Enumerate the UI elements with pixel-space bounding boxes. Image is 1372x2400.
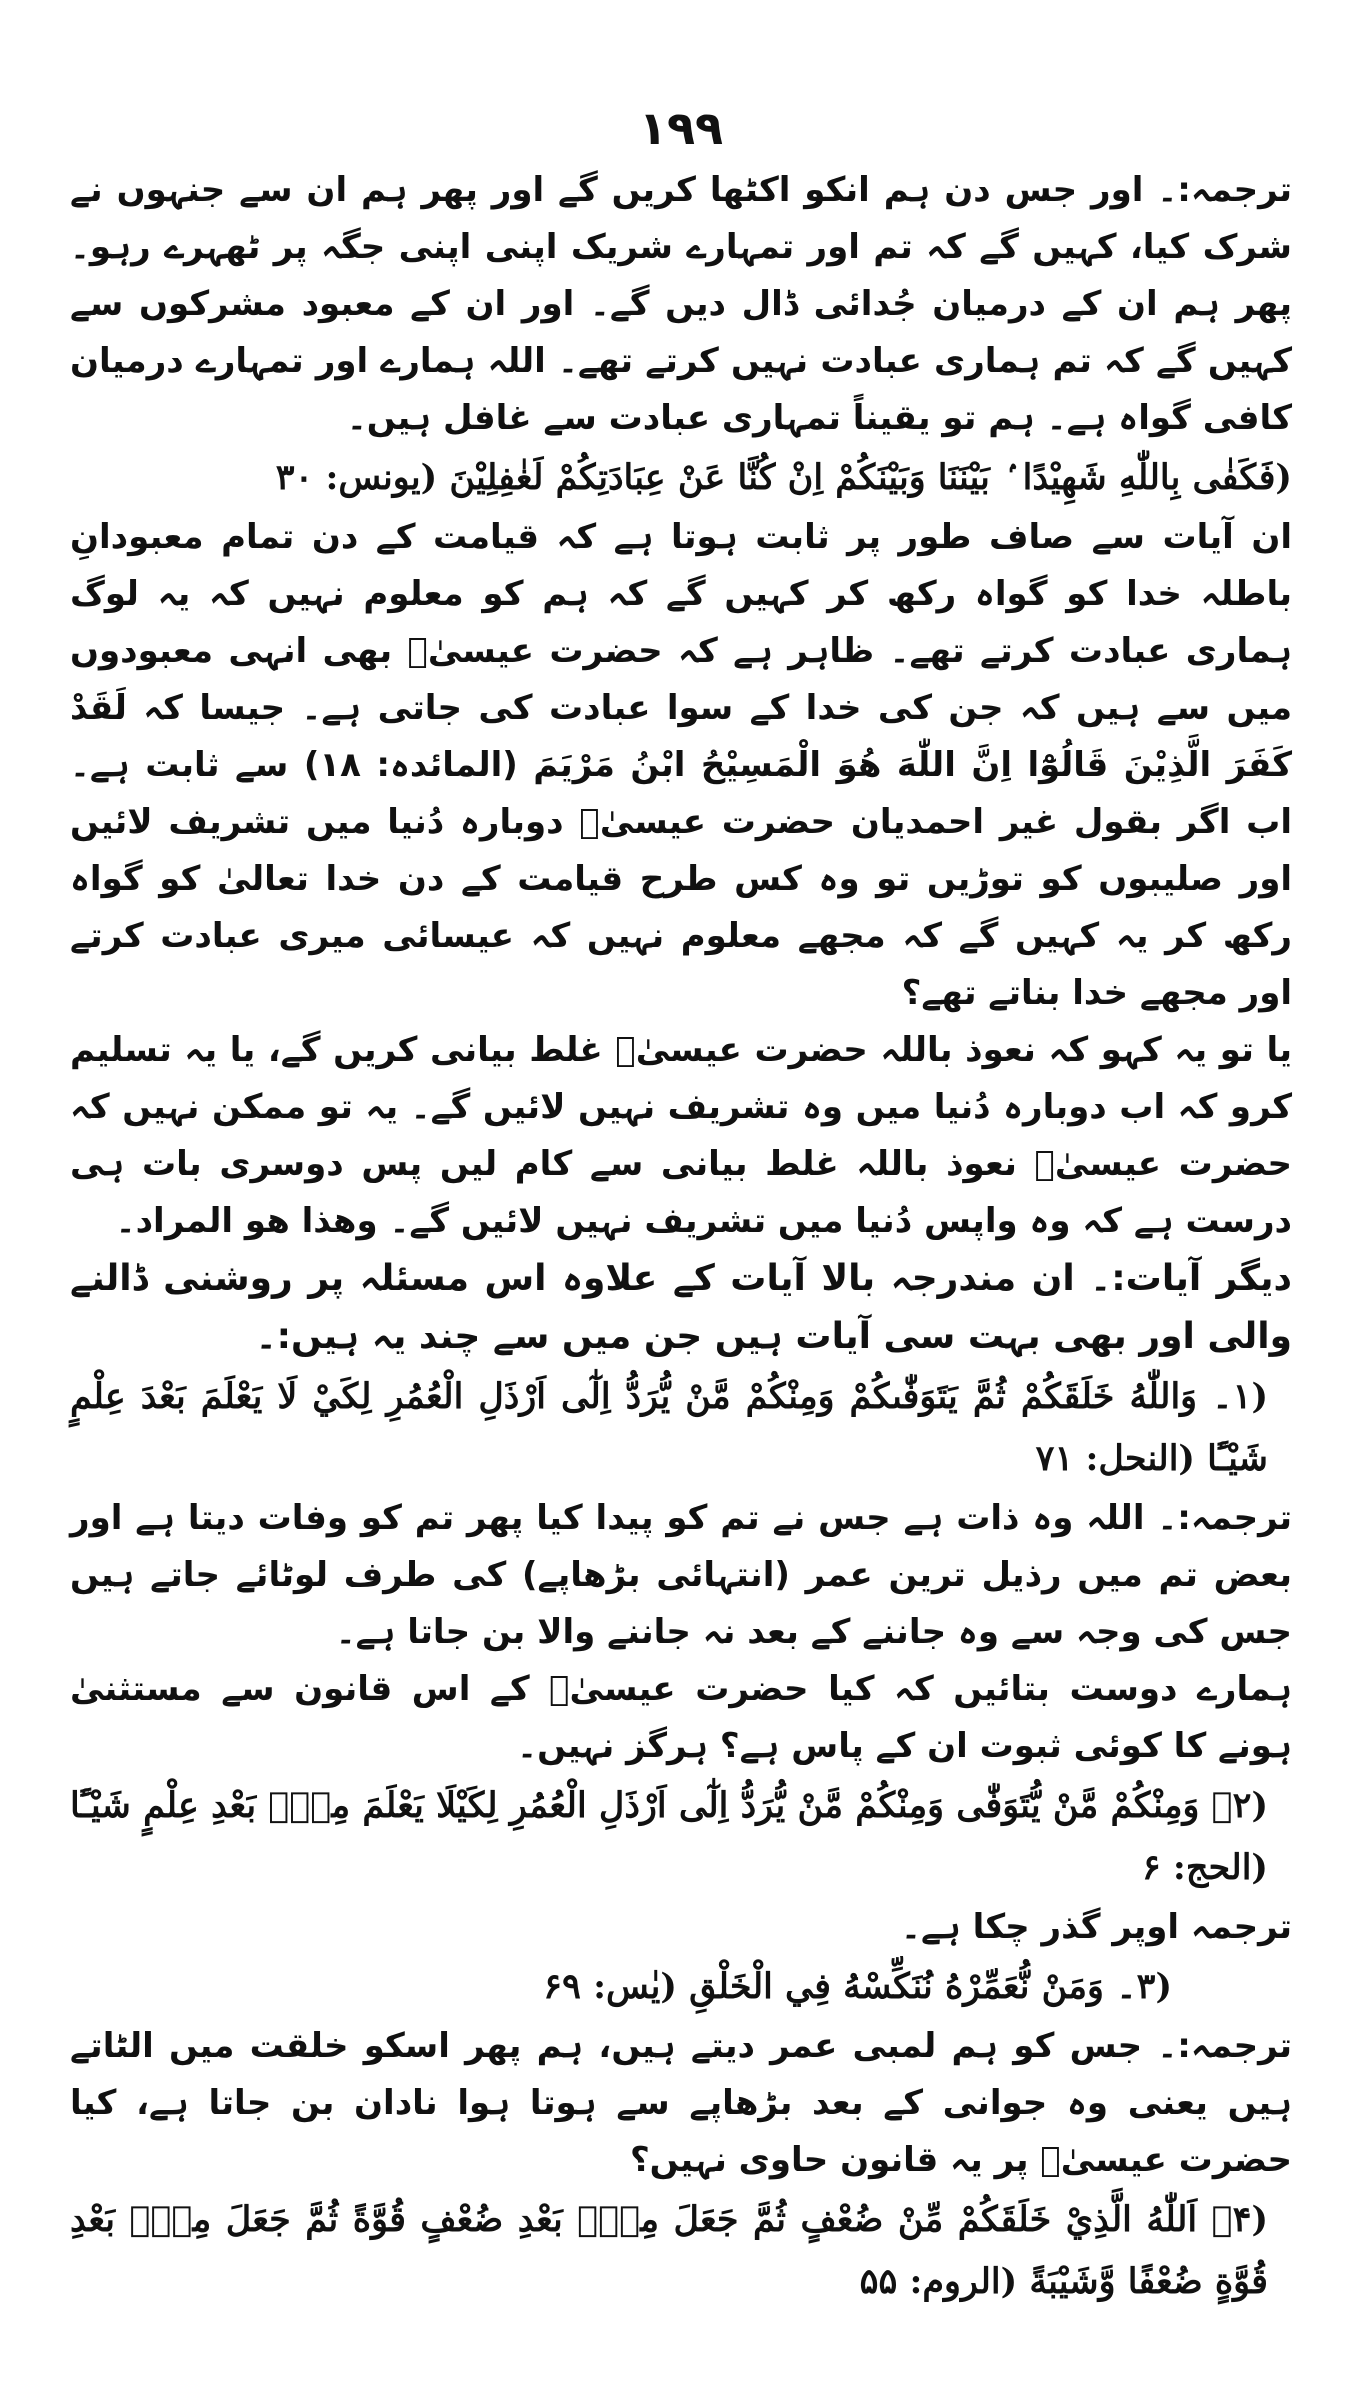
quran-verse-nahl: (۱۔ وَاللّٰهُ خَلَقَكُمْ ثُمَّ يَتَوَفّٰىكُمْ وَمِنْكُمْ مَّنْ يُّرَدُّ اِلٰٓى اَرْذَلِ الْعُمُرِ لِكَيْ لَا يَعْلَمَ بَعْدَ عِلْمٍ شَيْـًٔا (النحل: ۷۱ <box>70 1376 1268 1479</box>
translation-paragraph: ترجمہ:۔ اور جس دن ہم انکو اکٹھا کریں گے اور پھر ہم ان سے جنہوں نے شرک کیا، کہیں گے کہ تم اور تمہارے شریک اپنی اپنی جگہ پر ٹھہرے رہو۔ پھر ہم ان کے درمیان جُدائی ڈال دیں گے۔ اور ان کے معبود مشرکوں سے کہیں گے کہ تم ہماری عبادت نہیں کرتے تھے۔ اللہ ہمارے اور تمہارے درمیان کافی گواہ ہے۔ ہم تو یقیناً تمہاری عبادت سے غافل ہیں۔ <box>70 170 1292 438</box>
argument-paragraph: ان آیات سے صاف طور پر ثابت ہوتا ہے کہ قیامت کے دن تمام معبودانِ باطلہ خدا کو گواہ رکھ کر کہیں گے کہ ہم کو معلوم نہیں کہ یہ لوگ ہماری عبادت کرتے تھے۔ ظاہر ہے کہ حضرت عیسیٰؑ بھی انہی معبودوں میں سے ہیں کہ جن کی خدا کے سوا عبادت کی جاتی ہے۔ جیسا کہ لَقَدْ كَفَرَ الَّذِيْنَ قَالُوْٓا اِنَّ اللّٰهَ هُوَ الْمَسِيْحُ ابْنُ مَرْيَمَ (المائدہ: ۱۸) سے ثابت ہے۔ اب اگر بقول غیر احمدیان حضرت عیسیٰؑ دوبارہ دُنیا میں تشریف لائیں اور صلیبوں کو توڑیں تو وہ کس طرح قیامت کے دن خدا تعالیٰ کو گواہ رکھ کر یہ کہیں گے کہ مجھے معلوم نہیں کہ عیسائی میری عبادت کرتے اور مجھے خدا بناتے تھے؟ <box>70 517 1293 1013</box>
quran-verse-yunus: (فَكَفٰى بِاللّٰهِ شَهِيْدًا ۢ بَيْنَنَا وَبَيْنَكُمْ اِنْ كُنَّا عَنْ عِبَادَتِكُمْ لَغٰفِلِيْنَ (یونس: ۳۰ <box>275 457 1292 498</box>
other-verses-heading: دیگر آیات:۔ ان مندرجہ بالا آیات کے علاوہ اس مسئلہ پر روشنی ڈالنے والی اور بھی بہت سی آیات ہیں جن میں سے چند یہ ہیں:۔ <box>70 1258 1292 1357</box>
question-paragraph: ہمارے دوست بتائیں کہ کیا حضرت عیسیٰؑ کے اس قانون سے مستثنیٰ ہونے کا کوئی ثبوت ان کے پاس ہے؟ ہرگز نہیں۔ <box>70 1669 1292 1766</box>
translation-nahl: ترجمہ:۔ اللہ وہ ذات ہے جس نے تم کو پیدا کیا پھر تم کو وفات دیتا ہے اور بعض تم میں رذیل ترین عمر (انتہائی بڑھاپے) کی طرف لوٹائے جاتے ہیں جس کی وجہ سے وہ جاننے کے بعد نہ جاننے والا بن جاتا ہے۔ <box>70 1498 1292 1652</box>
page-number: ١٩٩ <box>638 101 724 155</box>
quran-verse-yasin: (۳۔ وَمَنْ نُّعَمِّرْهُ نُنَكِّسْهُ فِي الْخَلْقِ (یٰس: ۶۹ <box>543 1966 1172 2007</box>
quran-verse-hajj: (۲۔ وَمِنْكُمْ مَّنْ يُّتَوَفّٰى وَمِنْكُمْ مَّنْ يُّرَدُّ اِلٰٓى اَرْذَلِ الْعُمُرِ لِكَيْلَا يَعْلَمَ مِنْۢ بَعْدِ عِلْمٍ شَيْـًٔا (الحج: ۶ <box>70 1785 1268 1888</box>
conclusion-paragraph: یا تو یہ کہو کہ نعوذ باللہ حضرت عیسیٰؑ غلط بیانی کریں گے، یا یہ تسلیم کرو کہ اب دوبارہ دُنیا میں وہ تشریف نہیں لائیں گے۔ یہ تو ممکن نہیں کہ حضرت عیسیٰؑ نعوذ باللہ غلط بیانی سے کام لیں پس دوسری بات ہی درست ہے کہ وہ واپس دُنیا میں تشریف نہیں لائیں گے۔ وھذا ھو المراد۔ <box>70 1030 1292 1241</box>
translation-note: ترجمہ اوپر گذر چکا ہے۔ <box>901 1907 1292 1947</box>
translation-yasin: ترجمہ:۔ جس کو ہم لمبی عمر دیتے ہیں، ہم پھر اسکو خلقت میں الٹاتے ہیں یعنی وہ جوانی کے بعد بڑھاپے سے ہوتا ہوا نادان بن جاتا ہے، کیا حضرت عیسیٰؑ پر یہ قانون حاوی نہیں؟ <box>70 2026 1292 2180</box>
quran-verse-rum: (۴۔ اَللّٰهُ الَّذِيْ خَلَقَكُمْ مِّنْ ضُعْفٍ ثُمَّ جَعَلَ مِنْۢ بَعْدِ ضُعْفٍ قُوَّةً ثُمَّ جَعَلَ مِنْۢ بَعْدِ قُوَّةٍ ضُعْفًا وَّشَيْبَةً (الروم: ۵۵ <box>70 2199 1268 2302</box>
